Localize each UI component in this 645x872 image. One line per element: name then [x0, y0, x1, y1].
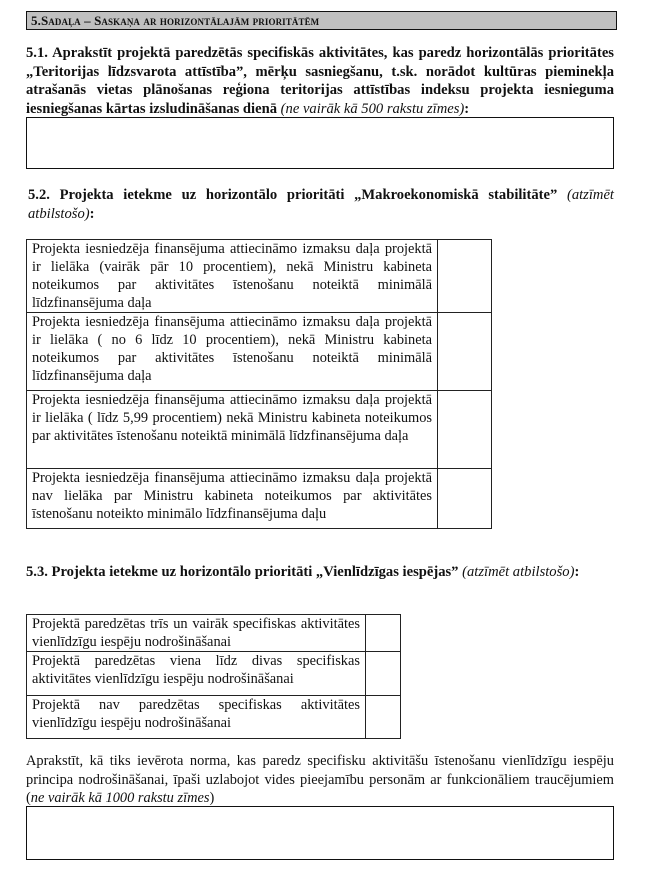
- option-checkbox-cell[interactable]: [438, 313, 492, 391]
- macroeconomic-options-table: [26, 239, 492, 529]
- description-5-3-text: Aprakstīt, kā tiks ievērota norma, kas paredz specifisku aktivitāšu īstenošanu vienlīdzīgu iespēju principa nodrošināšanai, īpaši uzlabojot vides pieejamību personām ar funkcionāliem traucējumiem (: [26, 753, 614, 806]
- equal-opportunities-options-table: [26, 614, 401, 739]
- section-header: [26, 11, 617, 30]
- question-5-3-note: (atzīmēt atbilstošo): [462, 564, 575, 580]
- option-label: Projektā paredzētas trīs un vairāk specifiskas aktivitātes vienlīdzīgu iespēju nodrošināšanai: [27, 615, 366, 652]
- table-row: [27, 240, 492, 313]
- option-label: Projektā nav paredzētas specifiskas aktivitātes vienlīdzīgu iespēju nodrošināšanai: [27, 696, 366, 739]
- option-label: Projekta iesniedzēja finansējuma attiecināmo izmaksu daļa projektā ir lielāka ( līdz 5,99 procentiem) nekā Ministru kabineta noteikumos par aktivitātes īstenošanu noteiktā minimālā līdzfinansējuma daļa: [27, 391, 438, 469]
- question-5-3-text: 5.3. Projekta ietekme uz horizontālo prioritāti „Vienlīdzīgas iespējas”: [26, 564, 459, 580]
- question-5-1-note: (ne vairāk kā 500 rakstu zīmes): [280, 100, 465, 117]
- answer-5-1-field[interactable]: [26, 117, 614, 169]
- table-row: [27, 652, 401, 696]
- section-title: 5.Sadaļa – Saskaņa ar horizontālajām prioritātēm: [31, 13, 320, 28]
- table-row: [27, 615, 401, 652]
- option-checkbox-cell[interactable]: [366, 696, 401, 739]
- question-5-1-suffix: :: [464, 100, 470, 117]
- question-5-2-suffix: :: [89, 205, 95, 222]
- table-row: [27, 469, 492, 529]
- question-5-3: [26, 563, 614, 582]
- option-checkbox-cell[interactable]: [438, 391, 492, 469]
- table-row: [27, 391, 492, 469]
- question-5-1-text: 5.1. Aprakstīt projektā paredzētās specifiskās aktivitātes, kas paredz horizontālās prioritātes „Teritorijas līdzsvarota attīstība”, mērķu sasniegšanu, t.sk. norādot kultūras pieminekļa atrašanās vietas plānošanas reģiona teritorijas attīstības indeksu projekta iesnieguma iesniegšanas kārtas izsludināšanas dienā: [26, 45, 614, 117]
- question-5-1: [26, 44, 614, 118]
- description-5-3-suffix: ): [209, 790, 215, 806]
- option-checkbox-cell[interactable]: [366, 652, 401, 696]
- option-checkbox-cell[interactable]: [438, 240, 492, 313]
- answer-5-3-field[interactable]: [26, 806, 614, 860]
- option-label: Projekta iesniedzēja finansējuma attiecināmo izmaksu daļa projektā ir lielāka (vairāk pār 10 procentiem), nekā Ministru kabineta noteikumos par aktivitātes īstenošanu noteiktā minimālā līdzfinansējuma daļa: [27, 240, 438, 313]
- description-5-3: [26, 752, 614, 808]
- option-checkbox-cell[interactable]: [438, 469, 492, 529]
- table-row: [27, 313, 492, 391]
- option-checkbox-cell[interactable]: [366, 615, 401, 652]
- option-label: Projektā paredzētas viena līdz divas specifiskas aktivitātes vienlīdzīgu iespēju nodrošināšanai: [27, 652, 366, 696]
- question-5-2: [28, 186, 614, 223]
- option-label: Projekta iesniedzēja finansējuma attiecināmo izmaksu daļa projektā nav lielāka par Ministru kabineta noteikumos par aktivitātes īstenošanu noteikto minimālo līdzfinansējuma daļu: [27, 469, 438, 529]
- question-5-2-text: 5.2. Projekta ietekme uz horizontālo prioritāti „Makroekonomiskā stabilitāte”: [28, 187, 558, 203]
- description-5-3-note: ne vairāk kā 1000 rakstu zīmes: [30, 790, 210, 806]
- question-5-3-suffix: :: [574, 564, 580, 580]
- question-5-2-note: (atzīmēt atbilstošo): [28, 187, 614, 222]
- table-row: [27, 696, 401, 739]
- option-label: Projekta iesniedzēja finansējuma attiecināmo izmaksu daļa projektā ir lielāka ( no 6 līdz 10 procentiem), nekā Ministru kabineta noteikumos par aktivitātes īstenošanu noteiktā minimālā līdzfinansējuma daļa: [27, 313, 438, 391]
